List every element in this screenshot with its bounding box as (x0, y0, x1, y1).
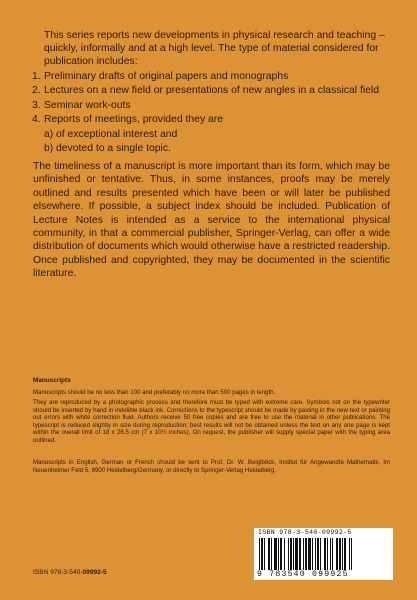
barcode-bar (330, 538, 331, 574)
sub-list-text: of exceptional interest and (56, 128, 178, 140)
barcode-bar (327, 538, 328, 574)
barcode-bar (324, 538, 326, 574)
barcode-bar (271, 538, 272, 574)
list-text: Lectures on a new field or presentations of new angles in a classical field (44, 85, 380, 97)
barcode-bar (280, 538, 282, 574)
barcode-bar (315, 538, 316, 574)
barcode-bar (278, 538, 279, 574)
barcode-bar (303, 538, 304, 574)
isbn-bold: 09992-5 (82, 569, 107, 576)
list-item (32, 84, 392, 97)
barcode-bar (317, 538, 319, 574)
list-text: Seminar work-outs (44, 99, 131, 111)
barcode (254, 528, 393, 580)
isbn-prefix: ISBN 978-3-540- (33, 569, 83, 576)
sub-list-item (32, 142, 392, 155)
barcode-bar (332, 538, 333, 574)
manuscripts-length: Manuscripts should be no less than 100 and preferably no more than 500 pages in length. (33, 389, 276, 396)
sub-list-letter: a) (44, 128, 54, 140)
barcode-bar (312, 538, 313, 574)
barcode-bar (339, 538, 341, 574)
barcode-bar (293, 538, 294, 574)
barcode-bar (299, 538, 301, 574)
manuscripts-submission: Manuscripts in English, German or French should be sent to Prof. Dr. W. Beiglböck, Institut für Angewandte Mathematik, Im Neuenheimer Feld 5, 6900 Heidelberg/Germany, or directly to Springer-Verlag Heidelberg. (33, 459, 390, 474)
list-number: 3. (32, 99, 41, 111)
barcode-bar (344, 538, 346, 574)
barcode-bar (264, 538, 265, 574)
list-number: 4. (32, 114, 41, 126)
sub-list-item (32, 128, 392, 141)
barcode-bar (308, 538, 311, 574)
list-number: 1. (32, 71, 41, 82)
list-number: 2. (32, 85, 41, 97)
sub-list-letter: b) (44, 142, 54, 154)
barcode-bar (288, 538, 289, 574)
manuscripts-heading: Manuscripts (33, 377, 71, 384)
barcode-bar (320, 538, 321, 574)
barcode-bar (351, 538, 352, 574)
barcode-bar (290, 538, 292, 574)
isbn-label (33, 569, 107, 576)
list-text: Reports of meetings, provided they are (44, 114, 224, 126)
barcode-isbn: ISBN 978-3-540-09992-5 (258, 529, 352, 536)
barcode-digits: 9 783540 099925 (257, 570, 390, 579)
manuscripts-typing: They are reproduced by a photographic process and therefore must be typed with extreme care. Symbols not on the typewriter should be inserted by hand in indelible black ink. Corrections to the typescript should be made by pasting in the new text or painting out errors with white correction fluid. Authors receive 50 free copies and are free to use the material in other publications. The typescript is reduced slightly in size during reproduction; best results will not be obtained unless the text on any one page is kept within the overall limit of 18 x 26.5 cm (7 x 10½ inches). On request, the publisher will supply special paper with the typing area outlined. (33, 399, 390, 444)
barcode-bar (261, 538, 263, 574)
barcode-bar (336, 538, 338, 574)
list-item (32, 70, 392, 83)
barcode-bars (257, 538, 390, 574)
barcode-bar (284, 538, 285, 574)
barcode-bar (268, 538, 270, 574)
barcode-bar (259, 538, 260, 574)
list-item (32, 99, 392, 112)
timeliness-paragraph: The timeliness of a manuscript is more important than its form, which may be unfinished or tentative. Thus, in some instances, proofs may be merely outlined and results presented which have been or will later be published elsewhere. If possible, a subject index should be included. Publication of Lecture Notes is intended as a service to the international physical community, in that a commercial publisher, Springer-Verlag, can offer a wide distribution of documents which would otherwise have a restricted readership. Once published and copyrighted, they may be documented in the scientific literature. (33, 161, 390, 280)
series-description: This series reports new developments in physical research and teaching – quickly, informally and at a high level. The type of material considered for publication includes: (44, 30, 385, 68)
barcode-bar (305, 538, 307, 574)
barcode-bar (295, 538, 298, 574)
list-text: Preliminary drafts of original papers and monographs (44, 71, 289, 82)
barcode-bar (342, 538, 343, 574)
barcode-bar (274, 538, 277, 574)
list-item (32, 113, 392, 126)
barcode-bar (349, 538, 350, 574)
sub-list-text: devoted to a single topic. (56, 142, 171, 154)
material-list (32, 70, 392, 156)
